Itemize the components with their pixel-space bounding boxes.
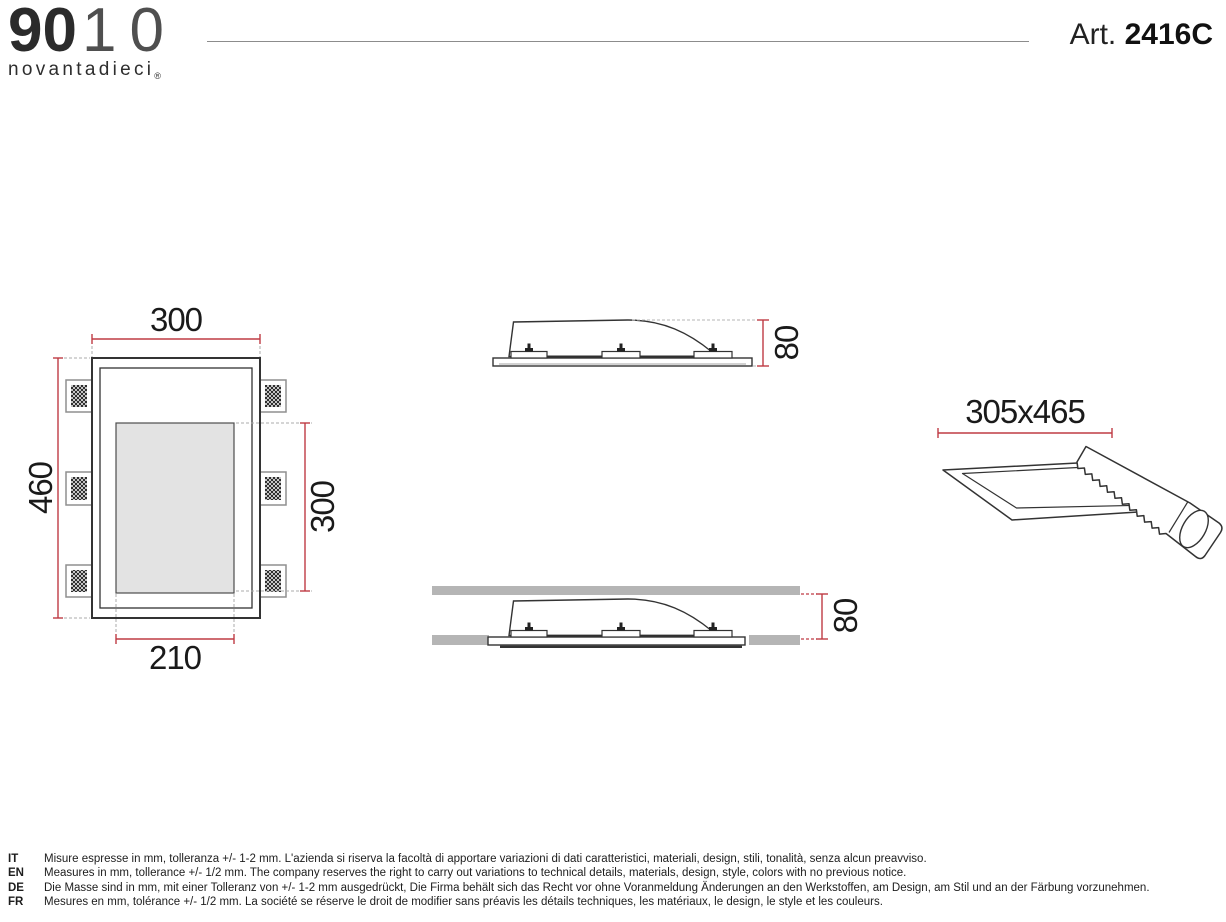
article-label: Art.	[1069, 18, 1117, 51]
mounting-clip	[66, 472, 92, 505]
cutout-size-label: 305x465	[965, 393, 1085, 430]
installed-view	[432, 586, 864, 647]
mounting-clip	[260, 565, 286, 597]
footnote-lang: IT	[8, 853, 19, 865]
footnote-lang: DE	[8, 881, 24, 894]
footnote-en	[8, 866, 1220, 880]
brand-logo-wordmark: novantadieci$_®$	[8, 59, 161, 82]
ceiling-slab-right	[749, 635, 800, 645]
side-height-label: 80	[768, 325, 805, 361]
front-bottom-width-label: 210	[148, 639, 202, 676]
article-code: 2416C	[1124, 18, 1213, 51]
footnote-text: Measures in mm, tollerance +/- 1/2 mm. The company reserves the right to carry out variations to technical details, materials, design, style, colors with no previous notice.	[44, 867, 907, 880]
footnote-text: Misure espresse in mm, tolleranza +/- 1-2 mm. L'azienda si riserva la facoltà di apportare variazioni di dati caratteristici, materiali, design, stili, tonalità, senza alcun preavviso.	[44, 853, 927, 865]
registered-mark: ®	[154, 71, 161, 82]
cutout-view	[938, 393, 1222, 559]
brand-logo-10: 10	[81, 0, 177, 65]
footnote-lang: EN	[8, 867, 24, 880]
footnote-lang: FR	[8, 895, 24, 908]
base-plate	[493, 358, 752, 366]
side-view	[493, 320, 805, 366]
extension-lines	[801, 594, 817, 639]
mounting-clip	[260, 472, 286, 505]
front-left-height-label: 460	[22, 461, 59, 515]
ceiling-slab-left	[432, 635, 489, 645]
installed-height-label: 80	[827, 598, 864, 634]
front-top-width-label: 300	[149, 301, 203, 338]
footnote-de	[8, 881, 1220, 895]
footnote-fr	[8, 895, 1220, 909]
front-right-height-label: 300	[304, 480, 341, 534]
mounting-clip	[66, 380, 92, 412]
footnote-it	[8, 852, 1220, 866]
footnote-text: Mesures en mm, tolérance +/- 1/2 mm. La société se réserve le droit de modifier sans préavis les détails techniques, les matériaux, le design, le style et les couleurs.	[44, 895, 883, 908]
ceiling-slab-top	[432, 586, 800, 595]
footnote-text: Die Masse sind in mm, mit einer Tolleranz von +/- 1-2 mm ausgedrückt, Die Firma behält sich das Recht vor ohne Voranmeldung Änderungen an den Werkstoffen, am Design, am Stil und an der Färbung vorzunehmen.	[44, 881, 1150, 894]
footer-notes	[8, 852, 1220, 909]
light-window	[116, 423, 234, 593]
front-view	[22, 301, 341, 676]
mounting-clip	[260, 380, 286, 412]
mounting-clip	[66, 565, 92, 597]
brand-logo-90: 90	[8, 0, 77, 65]
base-plate	[488, 637, 745, 645]
